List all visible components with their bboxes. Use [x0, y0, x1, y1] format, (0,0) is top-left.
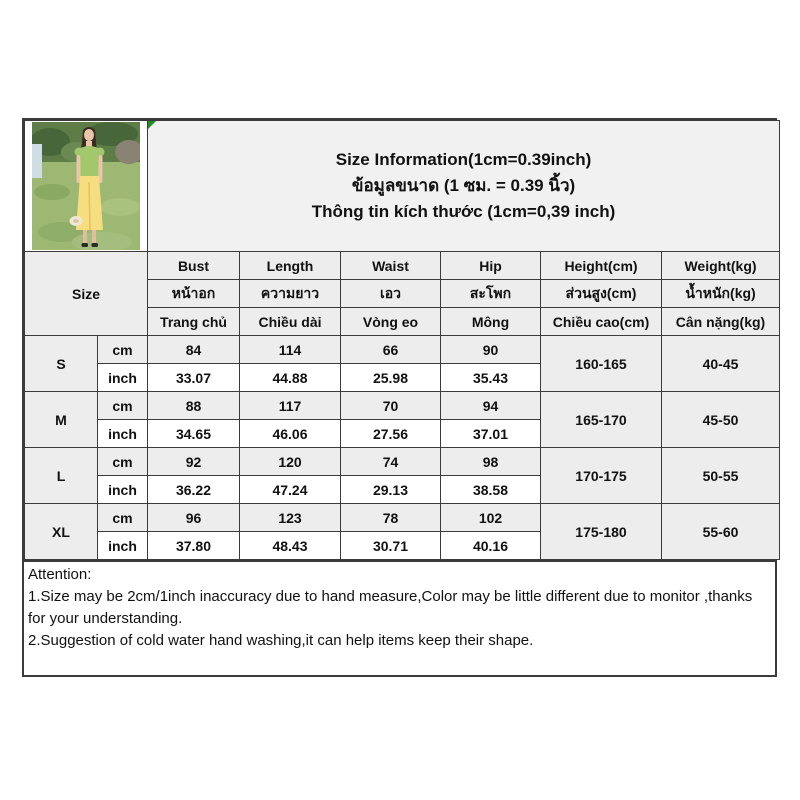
right-shoe	[92, 243, 99, 247]
value-cell: 46.06	[240, 420, 341, 448]
size-table	[24, 120, 780, 560]
unit-cell-cm: cm	[98, 336, 148, 364]
height-range-l: 170-175	[541, 448, 662, 504]
size-row-s-cm	[25, 336, 780, 364]
height-range-xl: 175-180	[541, 504, 662, 560]
value-cell: 25.98	[341, 364, 441, 392]
value-cell: 84	[148, 336, 240, 364]
header-length-en: Length	[240, 252, 341, 280]
distant-building	[32, 144, 42, 178]
value-cell: 29.13	[341, 476, 441, 504]
title-vietnamese: Thông tin kích thước (1cm=0,39 inch)	[311, 202, 616, 221]
unit-cell-inch: inch	[98, 420, 148, 448]
attention-heading: Attention:	[28, 566, 92, 583]
weight-range-s: 40-45	[662, 336, 780, 392]
weight-range-m: 45-50	[662, 392, 780, 448]
value-cell: 40.16	[441, 532, 541, 560]
face	[84, 129, 94, 141]
value-cell: 96	[148, 504, 240, 532]
header-weight-en: Weight(kg)	[662, 252, 780, 280]
size-row-l-cm	[25, 448, 780, 476]
value-cell: 78	[341, 504, 441, 532]
value-cell: 92	[148, 448, 240, 476]
attention-notes	[22, 562, 777, 677]
size-chart-sheet	[22, 118, 777, 677]
header-waist-th: เอว	[341, 280, 441, 308]
unit-cell-cm: cm	[98, 448, 148, 476]
value-cell: 74	[341, 448, 441, 476]
value-cell: 117	[240, 392, 341, 420]
header-bust-vi: Trang chủ	[148, 308, 240, 336]
title-thai: ข้อมูลขนาด (1 ซม. = 0.39 นิ้ว)	[351, 176, 576, 195]
value-cell: 30.71	[341, 532, 441, 560]
header-hip-vi: Mông	[441, 308, 541, 336]
height-range-m: 165-170	[541, 392, 662, 448]
size-label-m: M	[25, 392, 98, 448]
header-waist-en: Waist	[341, 252, 441, 280]
value-cell: 36.22	[148, 476, 240, 504]
value-cell: 102	[441, 504, 541, 532]
header-length-th: ความยาว	[240, 280, 341, 308]
value-cell: 44.88	[240, 364, 341, 392]
title-row	[25, 121, 780, 252]
size-label-s: S	[25, 336, 98, 392]
header-bust-th: หน้าอก	[148, 280, 240, 308]
value-cell: 34.65	[148, 420, 240, 448]
header-hip-en: Hip	[441, 252, 541, 280]
value-cell: 37.01	[441, 420, 541, 448]
header-row-english	[25, 252, 780, 280]
left-leg	[83, 230, 87, 244]
value-cell: 37.80	[148, 532, 240, 560]
right-leg	[92, 230, 96, 244]
comment-marker-triangle	[148, 121, 156, 129]
unit-cell-inch: inch	[98, 364, 148, 392]
header-weight-th: น้ำหนัก(kg)	[662, 280, 780, 308]
weight-range-l: 50-55	[662, 448, 780, 504]
left-shoe	[82, 243, 89, 247]
header-height-en: Height(cm)	[541, 252, 662, 280]
value-cell: 47.24	[240, 476, 341, 504]
title-english: Size Information(1cm=0.39inch)	[335, 150, 592, 169]
weight-range-xl: 55-60	[662, 504, 780, 560]
value-cell: 120	[240, 448, 341, 476]
value-cell: 48.43	[240, 532, 341, 560]
size-label-l: L	[25, 448, 98, 504]
value-cell: 98	[441, 448, 541, 476]
value-cell: 123	[240, 504, 341, 532]
attention-line-2: 2.Suggestion of cold water hand washing,it can help items keep their shape.	[28, 632, 534, 649]
unit-cell-cm: cm	[98, 504, 148, 532]
header-height-vi: Chiều cao(cm)	[541, 308, 662, 336]
title-cell	[148, 121, 780, 252]
value-cell: 66	[341, 336, 441, 364]
unit-cell-inch: inch	[98, 532, 148, 560]
value-cell: 38.58	[441, 476, 541, 504]
header-length-vi: Chiều dài	[240, 308, 341, 336]
value-cell: 70	[341, 392, 441, 420]
header-waist-vi: Vòng eo	[341, 308, 441, 336]
header-height-th: ส่วนสูง(cm)	[541, 280, 662, 308]
size-column-header: Size	[25, 252, 148, 336]
value-cell: 94	[441, 392, 541, 420]
product-photo	[32, 122, 140, 250]
value-cell: 114	[240, 336, 341, 364]
value-cell: 27.56	[341, 420, 441, 448]
size-table-container	[22, 118, 777, 562]
product-photo-cell	[25, 121, 148, 252]
header-weight-vi: Cân nặng(kg)	[662, 308, 780, 336]
value-cell: 35.43	[441, 364, 541, 392]
header-hip-th: สะโพก	[441, 280, 541, 308]
value-cell: 33.07	[148, 364, 240, 392]
header-bust-en: Bust	[148, 252, 240, 280]
attention-line-1: 1.Size may be 2cm/1inch inaccuracy due to hand measure,Color may be little different due to monitor ,thanks for your understanding.	[28, 588, 753, 627]
unit-cell-inch: inch	[98, 476, 148, 504]
value-cell: 90	[441, 336, 541, 364]
size-row-xl-cm	[25, 504, 780, 532]
size-row-m-cm	[25, 392, 780, 420]
value-cell: 88	[148, 392, 240, 420]
height-range-s: 160-165	[541, 336, 662, 392]
size-label-xl: XL	[25, 504, 98, 560]
unit-cell-cm: cm	[98, 392, 148, 420]
